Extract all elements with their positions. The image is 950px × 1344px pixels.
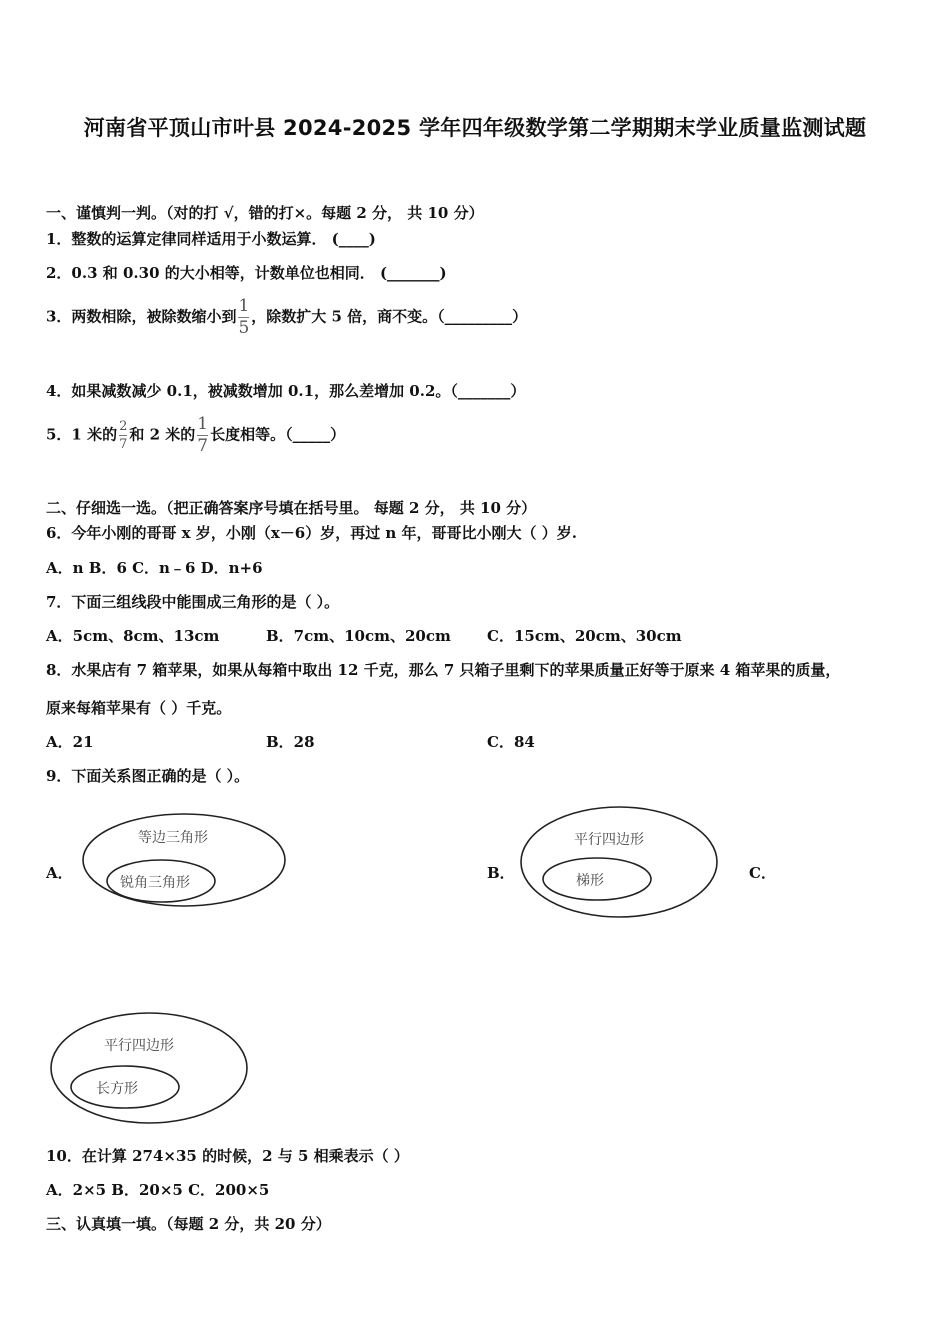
- question-9-label-b: B．: [487, 864, 515, 882]
- question-7-option-b: B．7cm、10cm、20cm: [266, 627, 451, 645]
- question-3-text-before: 3．两数相除，被除数缩小到: [46, 307, 237, 326]
- question-4: 4．如果减数减少 0.1，被减数增加 0.1，那么差增加 0.2。（_______）: [46, 382, 526, 400]
- question-7-option-c: C．15cm、20cm、30cm: [487, 627, 682, 645]
- question-8-line2: 原来每箱苹果有（ ）千克。: [46, 699, 232, 717]
- question-9-label-c: C．: [749, 864, 776, 882]
- question-10: 10．在计算 274×35 的时候，2 与 5 相乘表示（ ）: [46, 1147, 409, 1165]
- fraction-one-seventh: [197, 416, 208, 455]
- question-10-options: A．2×5 B．20×5 C．200×5: [46, 1181, 270, 1199]
- fraction-numerator: 1: [238, 296, 250, 316]
- fraction-two-sevenths: [119, 420, 127, 451]
- venn-diagram-a: [80, 812, 290, 922]
- question-1: 1．整数的运算定律同样适用于小数运算． (____): [46, 230, 376, 248]
- question-7: 7．下面三组线段中能围成三角形的是（ ）。: [46, 593, 340, 611]
- venn-a-outer-label: 等边三角形: [138, 830, 208, 846]
- question-5: [46, 416, 345, 455]
- venn-a-inner-label: 锐角三角形: [120, 875, 190, 891]
- question-8-option-c: C．84: [487, 733, 535, 751]
- fraction-denominator: 7: [119, 437, 128, 452]
- venn-c-inner-label: 长方形: [96, 1081, 138, 1097]
- section2-header: 二、仔细选一选。（把正确答案序号填在括号里。 每题 2 分， 共 10 分）: [46, 499, 537, 517]
- question-8-option-b: B．28: [266, 733, 315, 751]
- question-6-options: A．n B．6 C．n﹣6 D．n+6: [46, 559, 263, 577]
- question-3-text-after: ，除数扩大 5 倍，商不变。（_________）: [251, 307, 528, 326]
- fraction-denominator: 5: [238, 318, 250, 338]
- question-7-option-a: A．5cm、8cm、13cm: [46, 627, 220, 645]
- venn-a-outer-ellipse: [83, 814, 285, 906]
- question-5-text-mid: 和 2 米的: [129, 425, 196, 444]
- page-title: 河南省平顶山市叶县 2024-2025 学年四年级数学第二学期期末学业质量监测试题: [83, 116, 867, 140]
- question-6: 6．今年小刚的哥哥 x 岁，小刚（x－6）岁，再过 n 年，哥哥比小刚大（ ）岁.: [46, 524, 578, 542]
- fraction-one-fifth: [238, 298, 249, 337]
- venn-diagram-b: [518, 804, 722, 922]
- fraction-numerator: 1: [197, 414, 209, 434]
- question-9-label-a: A．: [46, 864, 73, 882]
- question-2: 2．0.3 和 0.30 的大小相等，计数单位也相同． (_______): [46, 264, 447, 282]
- question-3: [46, 298, 527, 337]
- fraction-denominator: 7: [197, 436, 209, 456]
- section3-header: 三、认真填一填。（每题 2 分，共 20 分）: [46, 1215, 331, 1233]
- fraction-numerator: 2: [119, 419, 128, 434]
- question-5-text-after: 长度相等。（_____）: [210, 425, 346, 444]
- section1-header: 一、谨慎判一判。（对的打 √，错的打×。每题 2 分， 共 10 分）: [46, 204, 484, 222]
- venn-diagram-c: [48, 1010, 250, 1128]
- question-8-line1: 8．水果店有 7 箱苹果，如果从每箱中取出 12 千克，那么 7 只箱子里剩下的苹果质量正好等于原来 4 箱苹果的质量，: [46, 661, 841, 679]
- venn-b-outer-ellipse: [521, 807, 717, 917]
- question-8-option-a: A．21: [46, 733, 94, 751]
- venn-c-outer-label: 平行四边形: [104, 1038, 174, 1054]
- venn-b-inner-label: 梯形: [576, 873, 604, 889]
- question-9: 9．下面关系图正确的是（ ）。: [46, 767, 250, 785]
- question-5-text-before: 5．1 米的: [46, 425, 118, 444]
- venn-b-outer-label: 平行四边形: [574, 832, 644, 848]
